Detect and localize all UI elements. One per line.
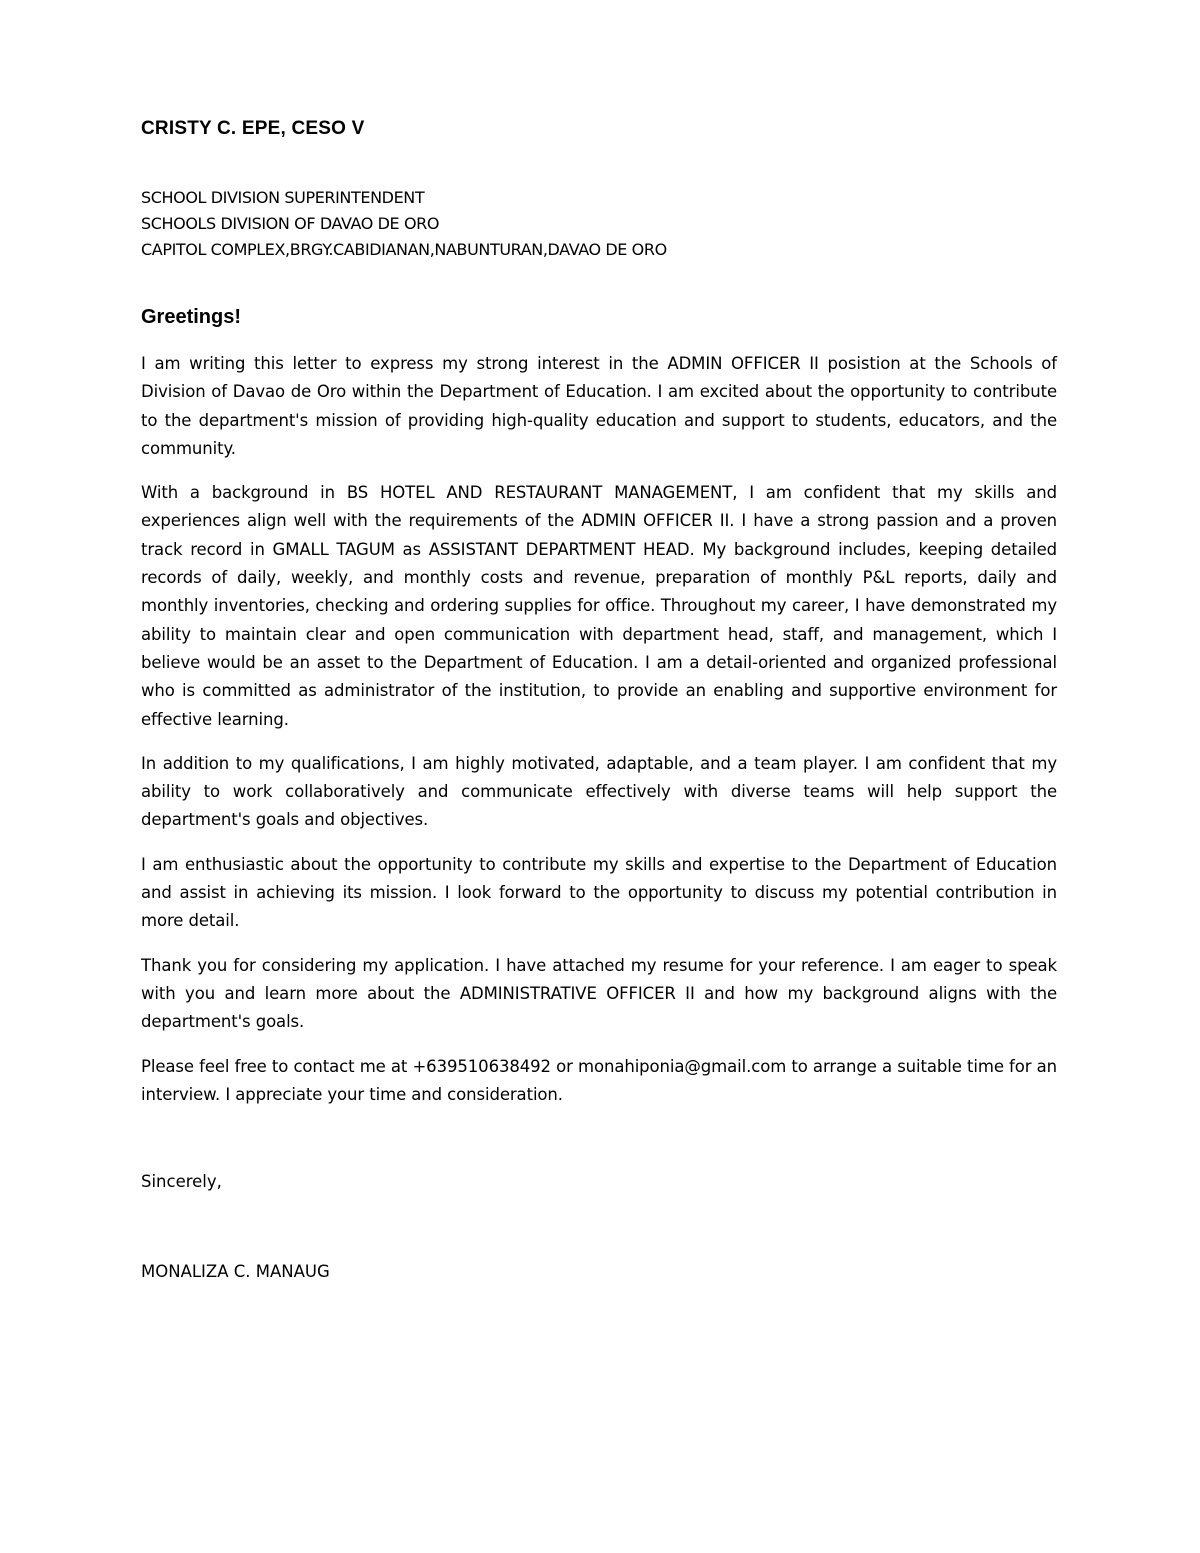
body-paragraph: Please feel free to contact me at +639510638492 or monahiponia@gmail.com to arrange a suitable time for an interview. I appreciate your time and consideration. (141, 1056, 1057, 1104)
recipient-office: SCHOOLS DIVISION OF DAVAO DE ORO (141, 214, 440, 233)
body-paragraph: I am writing this letter to express my strong interest in the ADMIN OFFICER II posistion at the Schools of Division of Davao de Oro within the Department of Education. I am excited about the opportunity to contribute to the department's mission of providing high-quality education and support to students, educators, and the community. (141, 354, 1057, 458)
body-paragraph: In addition to my qualifications, I am highly motivated, adaptable, and a team player. I am confident that my ability to work collaboratively and communicate effectively with diverse teams will help support the department's goals and objectives. (141, 753, 1057, 830)
greeting: Greetings! (141, 306, 242, 328)
letter-body (141, 350, 1057, 1125)
body-paragraph: With a background in BS HOTEL AND RESTAURANT MANAGEMENT, I am confident that my skills and experiences align well with the requirements of the ADMIN OFFICER II. I have a strong passion and a proven track record in GMALL TAGUM as ASSISTANT DEPARTMENT HEAD. My background includes, keeping detailed records of daily, weekly, and monthly costs and revenue, preparation of monthly P&L reports, daily and monthly inventories, checking and ordering supplies for office. Throughout my career, I have demonstrated my ability to maintain clear and open communication with department head, staff, and management, which I believe would be an asset to the Department of Education. I am a detail-oriented and organized professional who is committed as administrator of the institution, to provide an enabling and supportive environment for effective learning. (141, 483, 1057, 729)
body-paragraph: Thank you for considering my application. I have attached my resume for your reference. I am eager to speak with you and learn more about the ADMINISTRATIVE OFFICER II and how my background aligns with the department's goals. (141, 955, 1057, 1032)
closing: Sincerely, (141, 1172, 222, 1191)
recipient-title: SCHOOL DIVISION SUPERINTENDENT (141, 188, 425, 207)
recipient-name: CRISTY C. EPE, CESO V (141, 118, 365, 139)
recipient-street-address: CAPITOL COMPLEX,BRGY.CABIDIANAN,NABUNTURAN,DAVAO DE ORO (141, 240, 667, 259)
body-paragraph: I am enthusiastic about the opportunity to contribute my skills and expertise to the Department of Education and assist in achieving its mission. I look forward to the opportunity to discuss my potential contribution in more detail. (141, 854, 1057, 931)
signature-name: MONALIZA C. MANAUG (141, 1262, 330, 1281)
recipient-address (141, 185, 667, 263)
